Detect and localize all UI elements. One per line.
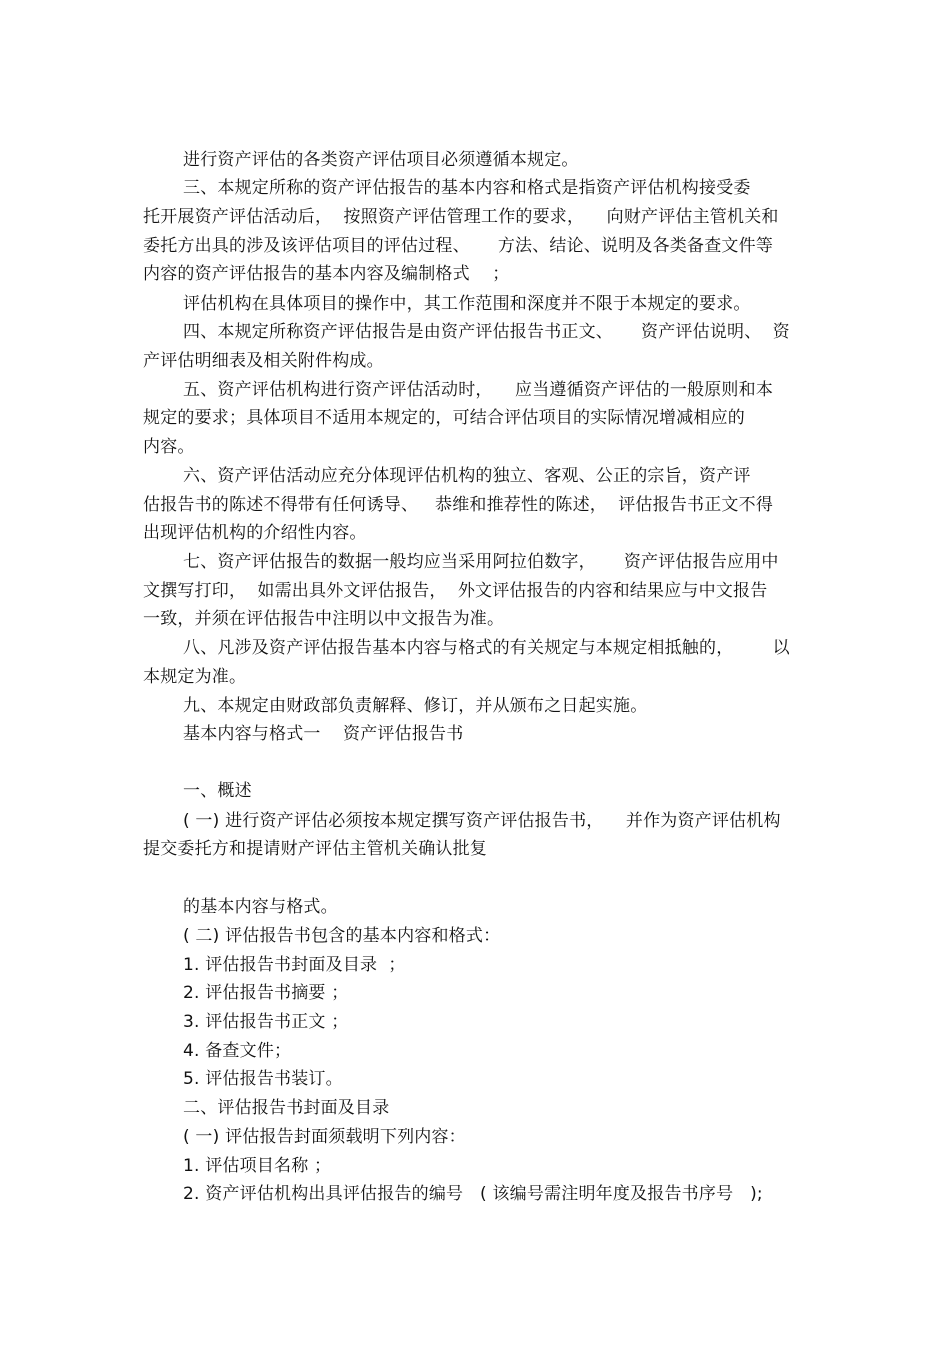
- text-line: 提交委托方和提请财产评估主管机关确认批复: [143, 839, 487, 859]
- text-line: 文撰写打印， 如需出具外文评估报告， 外文评估报告的内容和结果应与中文报告: [143, 581, 768, 601]
- text-line: ( 二) 评估报告书包含的基本内容和格式：: [183, 926, 501, 946]
- list-item: 4. 备查文件；: [183, 1041, 292, 1061]
- section-title: 基本内容与格式一 资产评估报告书: [183, 724, 464, 744]
- text-line: ( 一) 进行资产评估必须按本规定撰写资产评估报告书， 并作为资产评估机构: [183, 811, 781, 831]
- text-line: 本规定为准。: [143, 667, 247, 687]
- section-heading: 二、评估报告书封面及目录: [183, 1098, 390, 1118]
- text-line: 产评估明细表及相关附件构成。: [143, 351, 384, 371]
- text-line: 四、本规定所称资产评估报告是由资产评估报告书正文、 资产评估说明、 资: [183, 322, 790, 342]
- list-item: 2. 评估报告书摘要 ；: [183, 983, 349, 1003]
- list-item: 3. 评估报告书正文 ；: [183, 1012, 349, 1032]
- text-line: 八、凡涉及资产评估报告基本内容与格式的有关规定与本规定相抵触的， 以: [183, 638, 790, 658]
- text-line: 委托方出具的涉及该评估项目的评估过程、 方法、结论、说明及各类备查文件等: [143, 236, 774, 256]
- text-line: ( 一) 评估报告封面须载明下列内容：: [183, 1127, 466, 1147]
- text-line: 七、资产评估报告的数据一般均应当采用阿拉伯数字， 资产评估报告应用中: [183, 552, 779, 572]
- text-line: 评估机构在具体项目的操作中，其工作范围和深度并不限于本规定的要求。: [183, 294, 751, 314]
- text-line: 估报告书的陈述不得带有任何诱导、 恭维和推荐性的陈述， 评估报告书正文不得: [143, 495, 774, 515]
- list-item: 2. 资产评估机构出具评估报告的编号 ( 该编号需注明年度及报告书序号 );: [183, 1184, 763, 1204]
- section-heading: 一、概述: [183, 781, 252, 801]
- list-item: 5. 评估报告书装订。: [183, 1069, 343, 1089]
- text-line: 五、资产评估机构进行资产评估活动时， 应当遵循资产评估的一般原则和本: [183, 380, 774, 400]
- text-line: 内容。: [143, 437, 195, 457]
- text-line: 的基本内容与格式。: [183, 897, 338, 917]
- text-line: 六、资产评估活动应充分体现评估机构的独立、客观、公正的宗旨，资产评: [183, 466, 751, 486]
- text-line: 规定的要求；具体项目不适用本规定的，可结合评估项目的实际情况增减相应的: [143, 408, 745, 428]
- text-line: 三、本规定所称的资产评估报告的基本内容和格式是指资产评估机构接受委: [183, 178, 751, 198]
- text-line: 内容的资产评估报告的基本内容及编制格式 ；: [143, 264, 510, 284]
- text-line: 托开展资产评估活动后， 按照资产评估管理工作的要求， 向财产评估主管机关和: [143, 207, 779, 227]
- text-line: 九、本规定由财政部负责解释、修订，并从颁布之日起实施。: [183, 696, 648, 716]
- list-item: 1. 评估报告书封面及目录 ；: [183, 955, 406, 975]
- text-line: 出现评估机构的介绍性内容。: [143, 523, 367, 543]
- list-item: 1. 评估项目名称 ；: [183, 1156, 332, 1176]
- text-line: 一致，并须在评估报告中注明以中文报告为准。: [143, 609, 505, 629]
- text-line: 进行资产评估的各类资产评估项目必须遵循本规定。: [183, 150, 579, 170]
